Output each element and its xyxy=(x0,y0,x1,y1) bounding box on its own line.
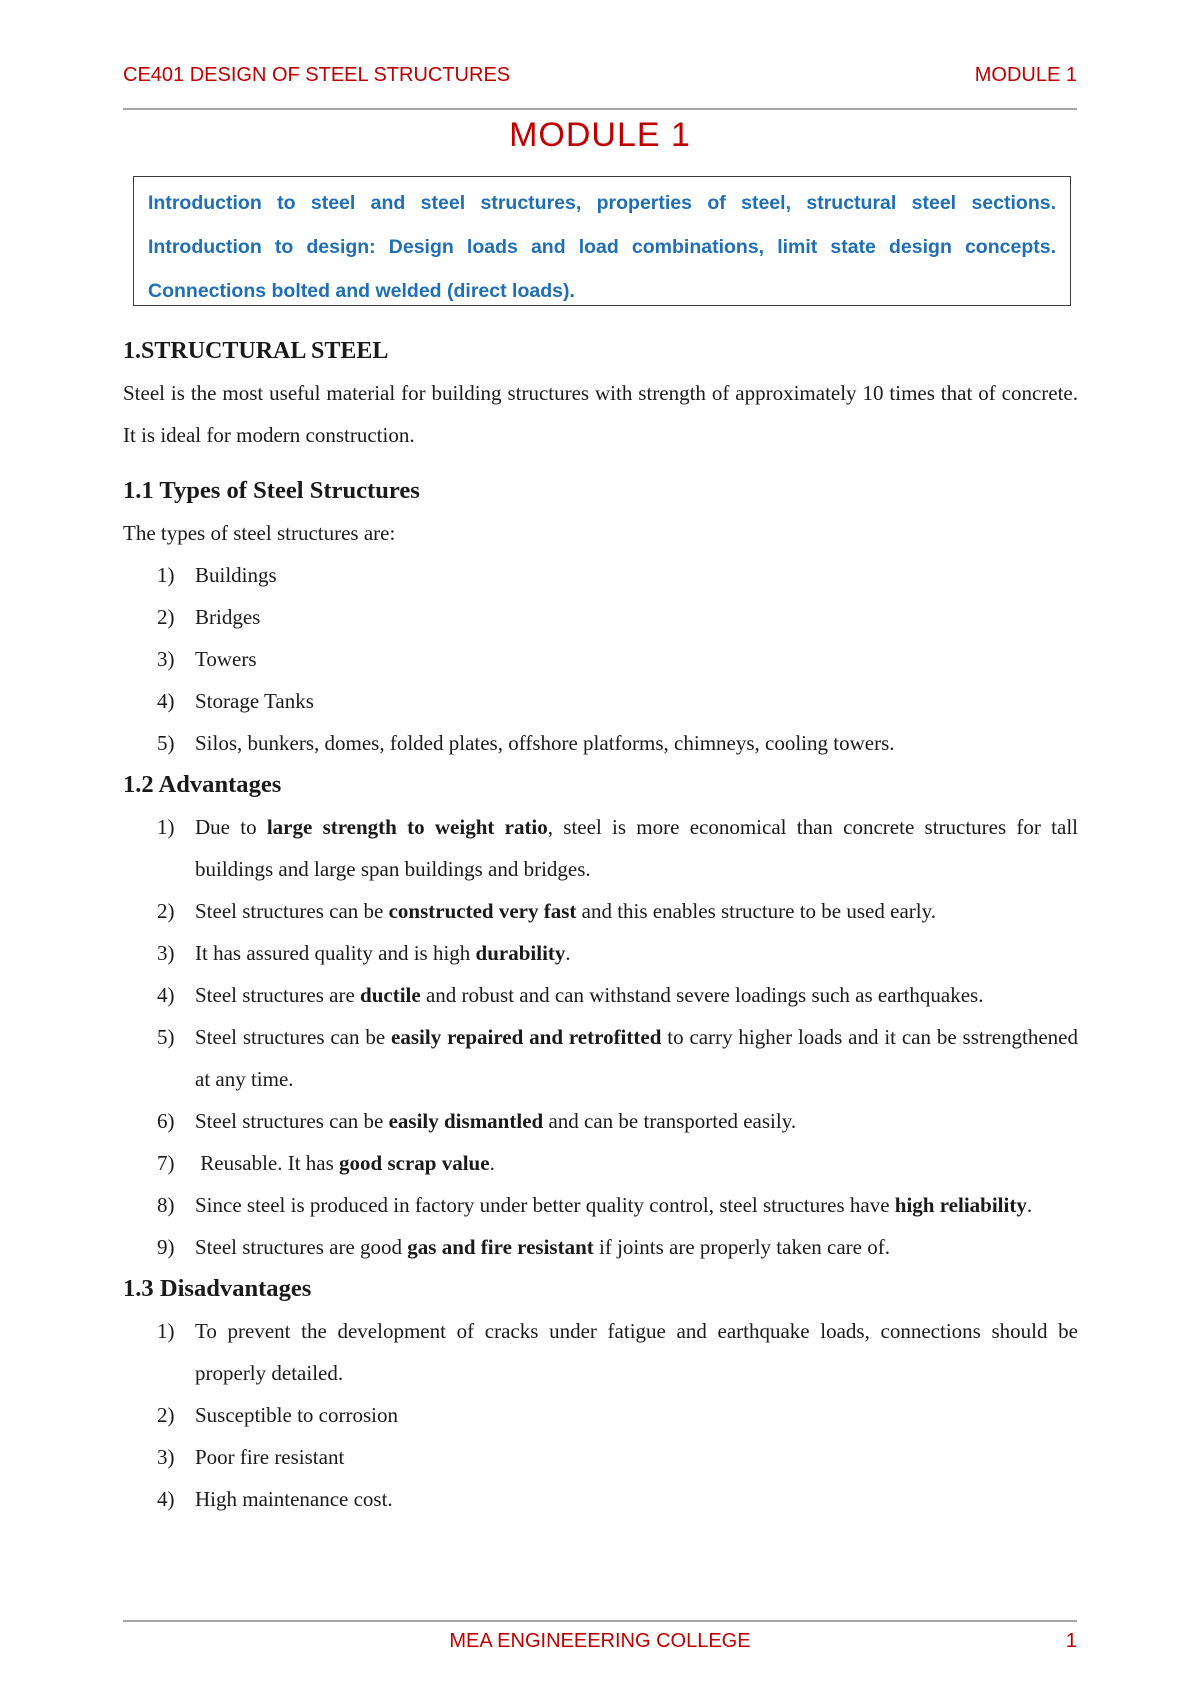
list-text: Towers xyxy=(195,647,257,671)
list-text: and this enables structure to be used early. xyxy=(576,899,936,923)
list-text: , steel is more economical than concrete structures for tall buildings and large span buildings and bridges. xyxy=(195,815,1078,881)
list-item xyxy=(123,974,1078,1016)
list-text: Susceptible to corrosion xyxy=(195,1403,398,1427)
list-text: Steel structures are good xyxy=(195,1235,408,1259)
list-item xyxy=(123,1478,1078,1520)
header-module: MODULE 1 xyxy=(974,64,1077,86)
list-item xyxy=(123,806,1078,890)
syllabus-line: Introduction to design: Design loads and load combinations, limit state design concepts. xyxy=(148,236,1056,258)
types-heading: 1.1 Types of Steel Structures xyxy=(123,477,420,504)
list-number: 9) xyxy=(157,1235,175,1259)
list-number: 3) xyxy=(157,647,175,671)
list-number: 1) xyxy=(157,815,175,839)
page-header xyxy=(123,64,1077,87)
list-item xyxy=(123,722,1078,764)
list-number: 3) xyxy=(157,1445,175,1469)
list-text: . xyxy=(565,941,571,965)
list-number: 1) xyxy=(157,563,175,587)
disadvantages-heading: 1.3 Disadvantages xyxy=(123,1275,312,1302)
list-text: Buildings xyxy=(195,563,277,587)
list-number: 2) xyxy=(157,605,175,629)
syllabus-box xyxy=(133,176,1071,306)
header-course: CE401 DESIGN OF STEEL STRUCTURES xyxy=(123,64,511,86)
list-item xyxy=(123,932,1078,974)
list-emphasis: gas and fire resistant xyxy=(407,1235,594,1259)
list-text: to carry higher loads and it can be sstrengthened at any time. xyxy=(195,1025,1079,1091)
list-number: 5) xyxy=(157,1025,175,1049)
list-text: Steel structures can be xyxy=(195,1025,392,1049)
list-emphasis: high reliability xyxy=(894,1193,1027,1217)
list-number: 4) xyxy=(157,689,175,713)
advantages-list xyxy=(123,806,1078,1268)
list-text: Silos, bunkers, domes, folded plates, offshore platforms, chimneys, cooling towers. xyxy=(195,731,895,755)
header-rule xyxy=(123,108,1077,110)
list-text: It has assured quality and is high xyxy=(195,941,476,965)
section-heading: 1.STRUCTURAL STEEL xyxy=(123,338,389,364)
list-number: 4) xyxy=(157,983,175,1007)
list-text: . xyxy=(1026,1193,1033,1217)
list-text: Poor fire resistant xyxy=(195,1445,345,1469)
footer-college: MEA ENGINEEERING COLLEGE xyxy=(449,1630,751,1652)
list-emphasis: durability xyxy=(475,941,566,965)
list-text: Due to xyxy=(195,815,267,839)
list-emphasis: constructed very fast xyxy=(388,899,577,923)
list-text: and robust and can withstand severe loadings such as earthquakes. xyxy=(420,983,984,1007)
list-number: 2) xyxy=(157,899,175,923)
list-text: High maintenance cost. xyxy=(195,1487,393,1511)
list-text: Bridges xyxy=(195,605,261,629)
syllabus-line: Connections bolted and welded (direct loads). xyxy=(148,280,575,302)
list-number: 7) xyxy=(157,1151,175,1175)
list-item xyxy=(123,1436,1078,1478)
disadvantages-list xyxy=(123,1310,1078,1520)
list-item xyxy=(123,1016,1078,1100)
list-item xyxy=(123,1142,1078,1184)
list-item xyxy=(123,1394,1078,1436)
list-emphasis: ductile xyxy=(360,983,421,1007)
syllabus-line: Introduction to steel and steel structures, properties of steel, structural steel sections. xyxy=(148,192,1056,214)
list-text: . xyxy=(489,1151,495,1175)
list-item xyxy=(123,680,1078,722)
list-item xyxy=(123,1310,1078,1394)
page-title: MODULE 1 xyxy=(509,116,691,154)
footer-rule xyxy=(123,1620,1077,1622)
advantages-heading: 1.2 Advantages xyxy=(123,771,282,798)
list-item xyxy=(123,1226,1078,1268)
list-number: 8) xyxy=(157,1193,175,1217)
list-emphasis: good scrap value xyxy=(339,1151,490,1175)
list-item xyxy=(123,638,1078,680)
list-number: 3) xyxy=(157,941,175,965)
list-emphasis: easily repaired and retrofitted xyxy=(391,1025,662,1049)
list-emphasis: large strength to weight ratio xyxy=(266,815,548,839)
list-text: To prevent the development of cracks under fatigue and earthquake loads, connections should be properly detailed. xyxy=(195,1319,1078,1385)
list-number: 4) xyxy=(157,1487,175,1511)
list-number: 1) xyxy=(157,1319,175,1343)
list-number: 6) xyxy=(157,1109,175,1133)
main-content xyxy=(123,330,1078,1520)
list-item xyxy=(123,1184,1078,1226)
list-item xyxy=(123,596,1078,638)
list-number: 2) xyxy=(157,1403,175,1427)
list-number: 5) xyxy=(157,731,175,755)
section-intro: Steel is the most useful material for building structures with strength of approximately 10 times that of concrete. It is ideal for modern construction. xyxy=(123,381,1078,447)
page-footer xyxy=(123,1630,1077,1660)
list-text: Steel structures can be xyxy=(195,1109,389,1133)
list-text: and can be transported easily. xyxy=(543,1109,797,1133)
list-text: Steel structures can be xyxy=(195,899,389,923)
list-text: if joints are properly taken care of. xyxy=(593,1235,890,1259)
page-number: 1 xyxy=(1065,1630,1077,1652)
list-text: Reusable. It has xyxy=(195,1151,340,1175)
list-item xyxy=(123,890,1078,932)
types-list xyxy=(123,554,1078,764)
list-emphasis: easily dismantled xyxy=(388,1109,544,1133)
list-item xyxy=(123,554,1078,596)
list-text: Storage Tanks xyxy=(195,689,314,713)
types-lead: The types of steel structures are: xyxy=(123,521,396,545)
list-item xyxy=(123,1100,1078,1142)
list-text: Since steel is produced in factory under better quality control, steel structures have xyxy=(195,1193,895,1217)
list-text: Steel structures are xyxy=(195,983,361,1007)
